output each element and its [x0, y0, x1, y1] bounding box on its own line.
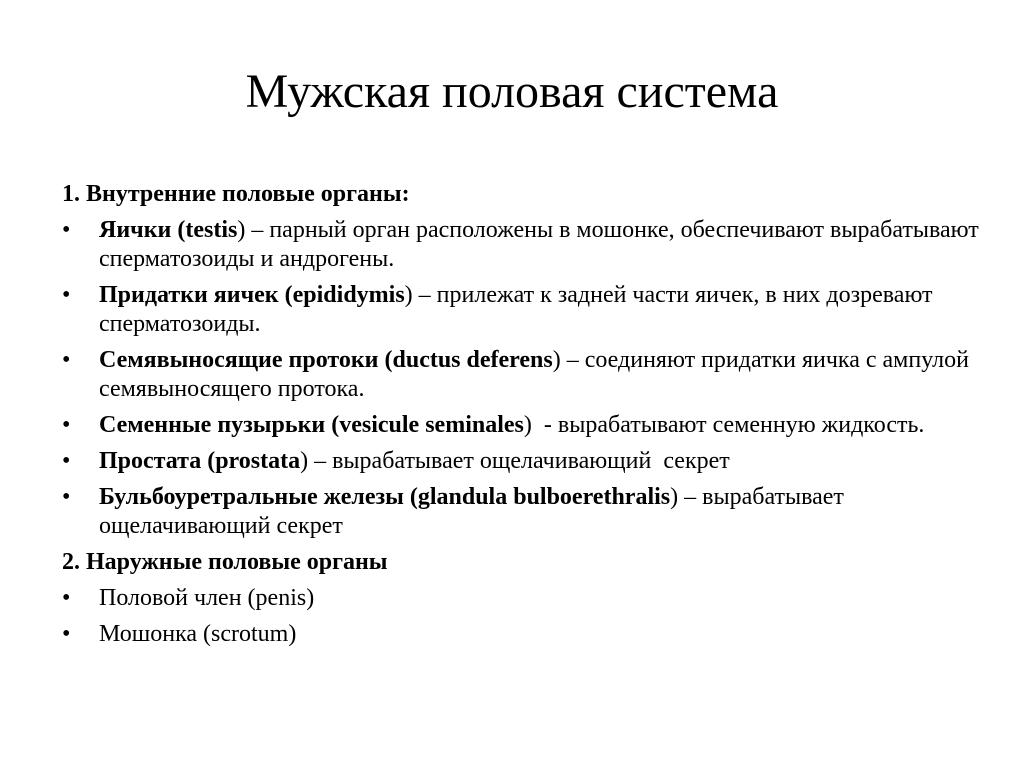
organ-name-close: ): [300, 448, 309, 474]
bullet-marker: •: [62, 217, 71, 243]
bullet-marker: •: [62, 347, 71, 373]
organ-name: Бульбоуретральные железы (glandula bulboerethralis: [99, 484, 671, 510]
slide-title: Мужская половая система: [245, 65, 779, 118]
organ-name: Простата (prostata: [99, 448, 301, 474]
list-item-ductus-deferens: [62, 346, 982, 404]
organ-text: Половой член (penis): [99, 585, 315, 611]
section-heading-external: 2. Наружные половые органы: [62, 549, 388, 575]
bullet-marker: •: [62, 484, 71, 510]
organ-description: – вырабатывает ощелачивающий секрет: [99, 484, 844, 539]
bullet-marker: •: [62, 282, 71, 308]
list-item-prostata: [62, 447, 982, 476]
organ-description: – вырабатывает ощелачивающий секрет: [308, 448, 730, 474]
list-item-testis: [62, 216, 982, 274]
organ-name: Семявыносящие протоки (ductus deferens: [99, 347, 553, 373]
organ-name: Придатки яичек (epididymis: [99, 282, 405, 308]
organ-description: – парный орган расположены в мошонке, обеспечивают вырабатывают сперматозоиды и андрогены.: [99, 217, 979, 272]
slide-content: [62, 180, 982, 656]
list-item-vesicule-seminales: [62, 411, 982, 440]
organ-name-close: ): [670, 484, 679, 510]
organ-name: Яички (testis: [99, 217, 238, 243]
bullet-marker: •: [62, 448, 71, 474]
organ-name-close: ): [237, 217, 246, 243]
bullet-marker: •: [62, 585, 71, 611]
organ-name-close: ): [552, 347, 561, 373]
internal-organs-list: [62, 216, 982, 541]
external-organs-list: [62, 584, 982, 649]
list-item-epididymis: [62, 281, 982, 339]
organ-name-close: ): [523, 412, 532, 438]
bullet-marker: •: [62, 621, 71, 647]
organ-text: Мошонка (scrotum): [99, 621, 297, 647]
list-item-glandula-bulboerethralis: [62, 483, 982, 541]
organ-description: – прилежат к задней части яичек, в них дозревают сперматозоиды.: [99, 282, 933, 337]
organ-description: - вырабатывают семенную жидкость.: [531, 412, 925, 438]
organ-name: Семенные пузырьки (vesicule seminales: [99, 412, 524, 438]
bullet-marker: •: [62, 412, 71, 438]
list-item-penis: [62, 584, 982, 613]
organ-description: – соединяют придатки яичка с ампулой семявыносящего протока.: [99, 347, 969, 402]
section-heading-internal: 1. Внутренние половые органы:: [62, 181, 410, 207]
organ-name-close: ): [404, 282, 413, 308]
list-item-scrotum: [62, 620, 982, 649]
